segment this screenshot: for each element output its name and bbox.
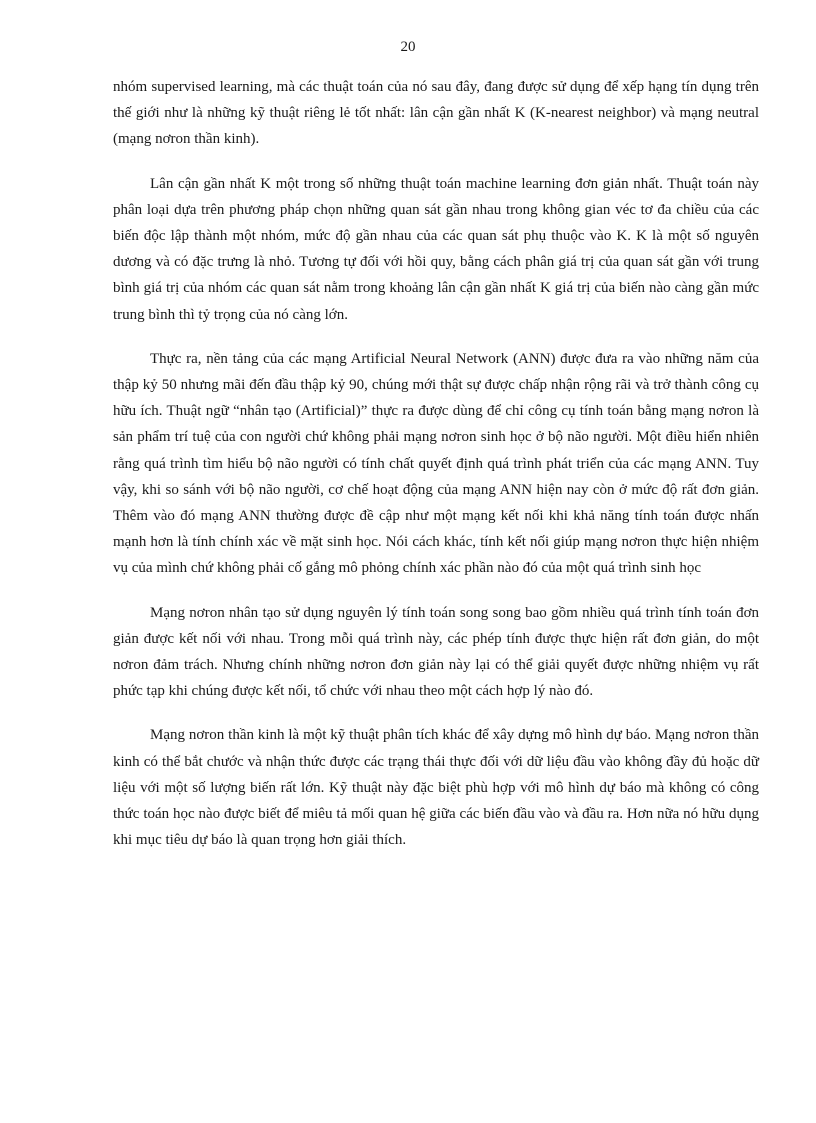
- page-number: 20: [400, 39, 416, 55]
- paragraph-continuation: nhóm supervised learning, mà các thuật toán của nó sau đây, đang được sử dụng để xếp hạng tín dụng trên thế giới như là những kỹ thuật riêng lẻ tốt nhất: lân cận gần nhất K (K-nearest neighbor) và mạng neutral (mạng nơron thần kinh).: [113, 79, 759, 148]
- document-body: [113, 74, 759, 871]
- paragraph-ann-principle: Mạng nơron nhân tạo sử dụng nguyên lý tính toán song song bao gồm nhiều quá trình tính toán đơn giản được kết nối với nhau. Trong mỗi quá trình này, các phép tính được thực hiện rất đơn giản, do một nơron đảm trách. Nhưng chính những nơron đơn giản này lại có thể giải quyết được những nhiệm vụ rất phức tạp khi chúng được kết nối, tổ chức với nhau theo một cách hợp lý nào đó.: [113, 604, 759, 700]
- paragraph-knn: Lân cận gần nhất K một trong số những thuật toán machine learning đơn giản nhất. Thuật toán này phân loại dựa trên phương pháp chọn những quan sát gần nhau trong không gian véc tơ đa chiều của các biến độc lập thành một nhóm, mức độ gần nhau của các quan sát phụ thuộc vào K. K là một số nguyên dương và có đặc trưng là nhỏ. Tương tự đối với hồi quy, bằng cách phân giá trị của quan sát gần với trung bình giá trị của nhóm các quan sát nằm trong khoảng lân cận gần nhất K giá trị của biến nào càng gần mức trung bình thì tỷ trọng của nó càng lớn.: [113, 175, 759, 323]
- paragraph-neural-forecast: Mạng nơron thần kinh là một kỹ thuật phân tích khác để xây dựng mô hình dự báo. Mạng nơron thần kinh có thể bắt chước và nhận thức được các trạng thái thực đối với dữ liệu đầu vào không đầy đủ hoặc dữ liệu với một số lượng biến rất lớn. Kỹ thuật này đặc biệt phù hợp với mô hình dự báo mà không có công thức toán học nào được biết để miêu tả mối quan hệ giữa các biến đầu vào và đầu ra. Hơn nữa nó hữu dụng khi mục tiêu dự báo là quan trọng hơn giải thích.: [113, 727, 759, 849]
- paragraph-ann-history: Thực ra, nền tảng của các mạng Artificial Neural Network (ANN) được đưa ra vào những năm của thập kỷ 50 nhưng mãi đến đầu thập kỷ 90, chúng mới thật sự được chấp nhận rộng rãi và trở thành công cụ hữu ích. Thuật ngữ “nhân tạo (Artificial)” thực ra được dùng để chỉ công cụ tính toán bằng mạng nơron là sản phẩm trí tuệ của con người chứ không phải mạng nơron sinh học ở bộ não người. Một điều hiển nhiên rằng quá trình tìm hiểu bộ não người có tính chất quyết định quá trình phát triển của các mạng ANN. Tuy vậy, khi so sánh với bộ não người, cơ chế hoạt động của mạng ANN hiện nay còn ở mức độ rất đơn giản. Thêm vào đó mạng ANN thường được đề cập như một mạng kết nối khi khả năng tính toán được nhấn mạnh hơn là tính chính xác về mặt sinh học. Nói cách khác, tính kết nối giúp mạng nơron thực hiện nhiệm vụ của mình chứ không phải cố gắng mô phỏng chính xác phần nào đó của một quá trình sinh học: [113, 350, 759, 577]
